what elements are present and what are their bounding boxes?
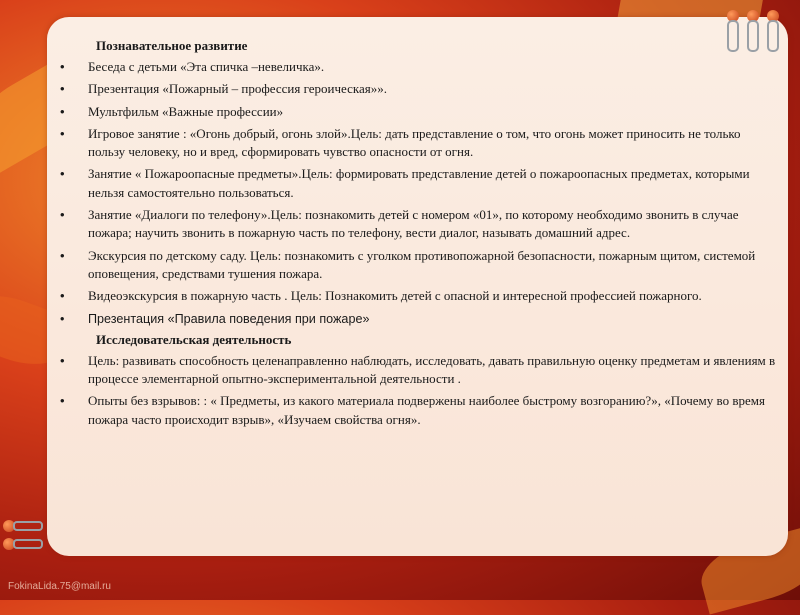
list-item <box>58 206 778 243</box>
research-list <box>58 352 778 429</box>
list-item <box>58 58 778 76</box>
list-item-text: Занятие « Пожароопасные предметы».Цель: формировать представление детей о пожароопасных предметах, которыми нельзя самостоятельно пользоваться. <box>88 166 750 200</box>
bullet-icon: • <box>60 125 65 141</box>
bullet-icon: • <box>60 166 65 182</box>
bullet-icon: • <box>60 288 65 304</box>
list-item-text: Опыты без взрывов: : « Предметы, из какого материала подвержены наиболее быстрому возгоранию?», «Почему во время пожара часто происходит взрыв», «Изучаем свойства огня». <box>88 393 765 427</box>
list-item <box>58 310 778 328</box>
bullet-icon: • <box>60 393 65 409</box>
list-item <box>58 352 778 389</box>
bullet-icon: • <box>60 103 65 119</box>
paperclip-icon <box>3 538 43 550</box>
list-item-text: Видеоэкскурсия в пожарную часть . Цель: Познакомить детей с опасной и интересной профессией пожарного. <box>88 288 702 304</box>
list-item <box>58 247 778 284</box>
list-item-text: Игровое занятие : «Огонь добрый, огонь злой».Цель: дать представление о том, что огонь может приносить не только пользу человеку, но и вред, сформировать чувство опасности от огня. <box>88 125 741 160</box>
list-item <box>58 165 778 202</box>
slide-content <box>58 38 778 433</box>
bullet-icon: • <box>60 311 65 326</box>
list-item <box>58 80 778 98</box>
list-item-text: Мультфильм «Важные профессии» <box>88 103 284 119</box>
section-heading-research: Исследовательская деятельность <box>96 331 292 347</box>
watermark: FokinaLida.75@mail.ru <box>8 581 111 592</box>
bullet-icon: • <box>60 207 65 223</box>
list-item-text: Цель: развивать способность целенаправленно наблюдать, исследовать, давать правильную оценку предметам и явлениям в процессе элементарной опытно-экспериментальной деятельности . <box>88 352 776 387</box>
list-item-text: Презентация «Правила поведения при пожаре» <box>88 311 370 326</box>
cognitive-list <box>58 58 778 328</box>
list-item <box>58 287 778 305</box>
section-heading-cognitive: Познавательное развитие <box>96 38 248 53</box>
bullet-icon: • <box>60 352 65 368</box>
list-item-text: Беседа с детьми «Эта спичка –невеличка». <box>88 59 325 74</box>
list-item <box>58 125 778 162</box>
bullet-icon: • <box>60 59 65 74</box>
paperclip-icon <box>3 520 43 532</box>
bullet-icon: • <box>60 247 65 263</box>
list-item-text: Занятие «Диалоги по телефону».Цель: познакомить детей с номером «01», по которому необходимо звонить в случае пожара; научить звонить в пожарную часть по телефону, вести диалог, называть домашний адрес. <box>88 207 739 241</box>
paperclips-left <box>3 520 43 550</box>
bullet-icon: • <box>60 81 65 97</box>
list-item <box>58 392 778 429</box>
list-item-text: Презентация «Пожарный – профессия героическая»». <box>88 81 388 97</box>
list-item-text: Экскурсия по детскому саду. Цель: познакомить с уголком противопожарной безопасности, пожарным щитом, системой оповещения, средствами тушения пожара. <box>88 247 756 281</box>
list-item <box>58 103 778 121</box>
